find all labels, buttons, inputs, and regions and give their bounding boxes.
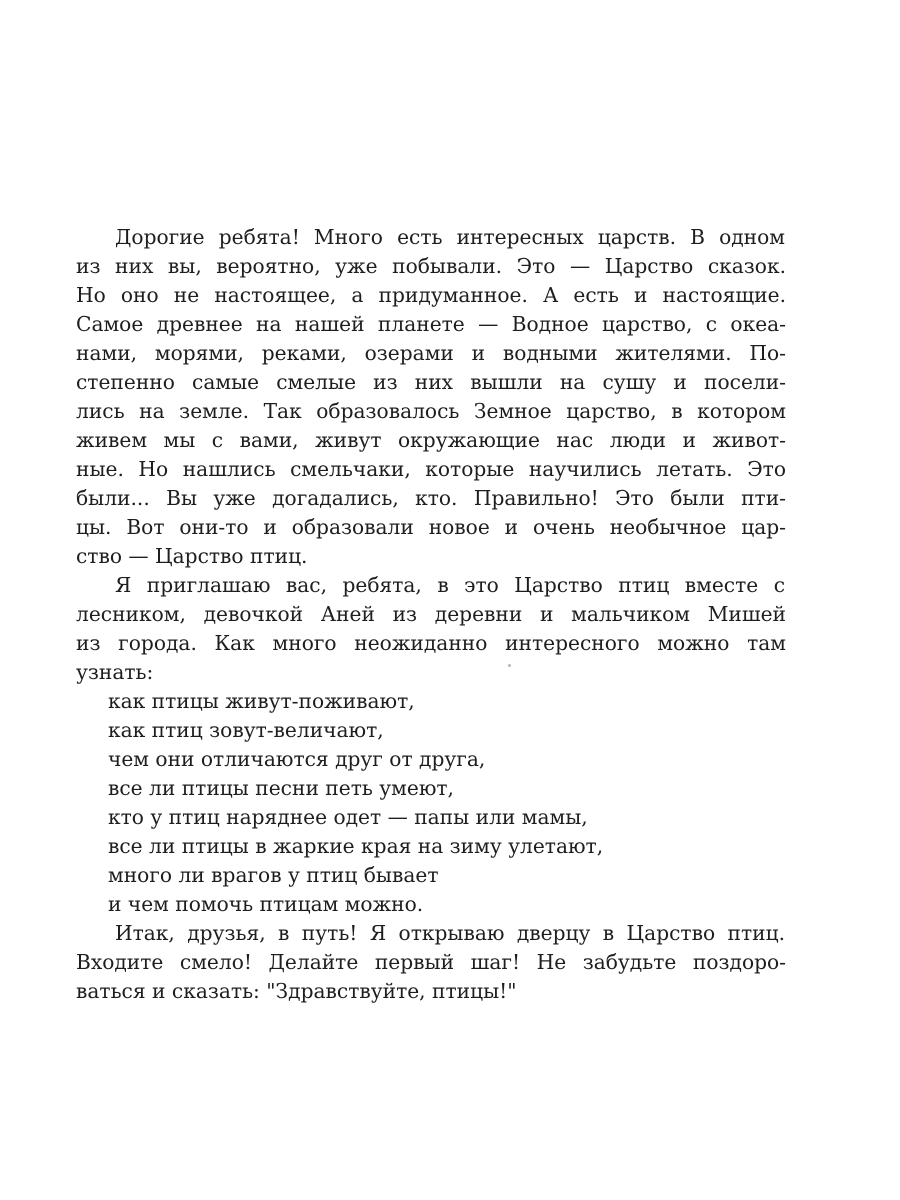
list-item [0,860,900,890]
intro-line [0,483,900,513]
list-item-text: и чем помочь птицам можно. [108,892,424,916]
intro-line [0,396,900,426]
intro-line [0,454,900,484]
text-line: Но оно не настоящее, а придуманное. А есть и настоящие. [76,283,786,307]
text-line: ные. Но нашлись смельчаки, которые научились летать. Это [76,457,786,481]
text-line: степенно самые смелые из них вышли на сушу и посели- [76,370,786,394]
text-line: лись на земле. Так образовалось Земное царство, в котором [76,399,786,423]
text-line: были... Вы уже догадались, кто. Правильно! Это были пти- [76,486,786,510]
list-item [0,773,900,803]
list-item-text: все ли птицы песни петь умеют, [108,776,454,800]
intro-line [0,367,900,397]
text-line: Я приглашаю вас, ребята, в это Царство птиц вместе с [115,573,785,597]
list-item [0,686,900,716]
text-line: живем мы с вами, живут окружающие нас люди и живот- [76,428,786,452]
text-line: цы. Вот они-то и образовали новое и очень необычное цар- [76,515,786,539]
invitation-line [0,657,900,687]
intro-line [0,280,900,310]
list-item [0,802,900,832]
intro-line [0,251,900,281]
list-item [0,889,900,919]
list-item [0,744,900,774]
intro-line [0,222,900,252]
scan-speck [508,664,511,667]
invitation-line [0,570,900,600]
text-line: Итак, друзья, в путь! Я открываю дверцу в Царство птиц. [115,921,785,945]
text-line: Дорогие ребята! Много есть интересных царств. В одном [115,225,785,249]
list-item-text: как птиц зовут-величают, [108,718,384,742]
closing-line [0,947,900,977]
text-line: ваться и сказать: "Здравствуйте, птицы!" [76,979,517,1003]
intro-line [0,512,900,542]
closing-line [0,918,900,948]
text-line: ство — Царство птиц. [76,544,308,568]
invitation-line [0,599,900,629]
intro-line [0,338,900,368]
list-item [0,715,900,745]
list-item-text: как птицы живут-поживают, [108,689,415,713]
text-line: нами, морями, реками, озерами и водными жителями. По- [76,341,786,365]
text-line: узнать: [76,660,154,684]
text-line: из них вы, вероятно, уже побывали. Это — Царство сказок. [76,254,786,278]
text-line: Самое древнее на нашей планете — Водное царство, с океа- [76,312,786,336]
text-line: Входите смело! Делайте первый шаг! Не забудьте поздоро- [76,950,786,974]
text-line: из города. Как много неожиданно интересного можно там [76,631,786,655]
intro-line [0,541,900,571]
intro-line [0,425,900,455]
list-item-text: кто у птиц наряднее одет — папы или мамы, [108,805,588,829]
list-item [0,831,900,861]
closing-line [0,976,900,1006]
text-line: лесником, девочкой Аней из деревни и мальчиком Мишей [76,602,786,626]
list-item-text: все ли птицы в жаркие края на зиму улетают, [108,834,604,858]
list-item-text: чем они отличаются друг от друга, [108,747,486,771]
invitation-line [0,628,900,658]
list-item-text: много ли врагов у птиц бывает [108,863,439,887]
intro-line [0,309,900,339]
